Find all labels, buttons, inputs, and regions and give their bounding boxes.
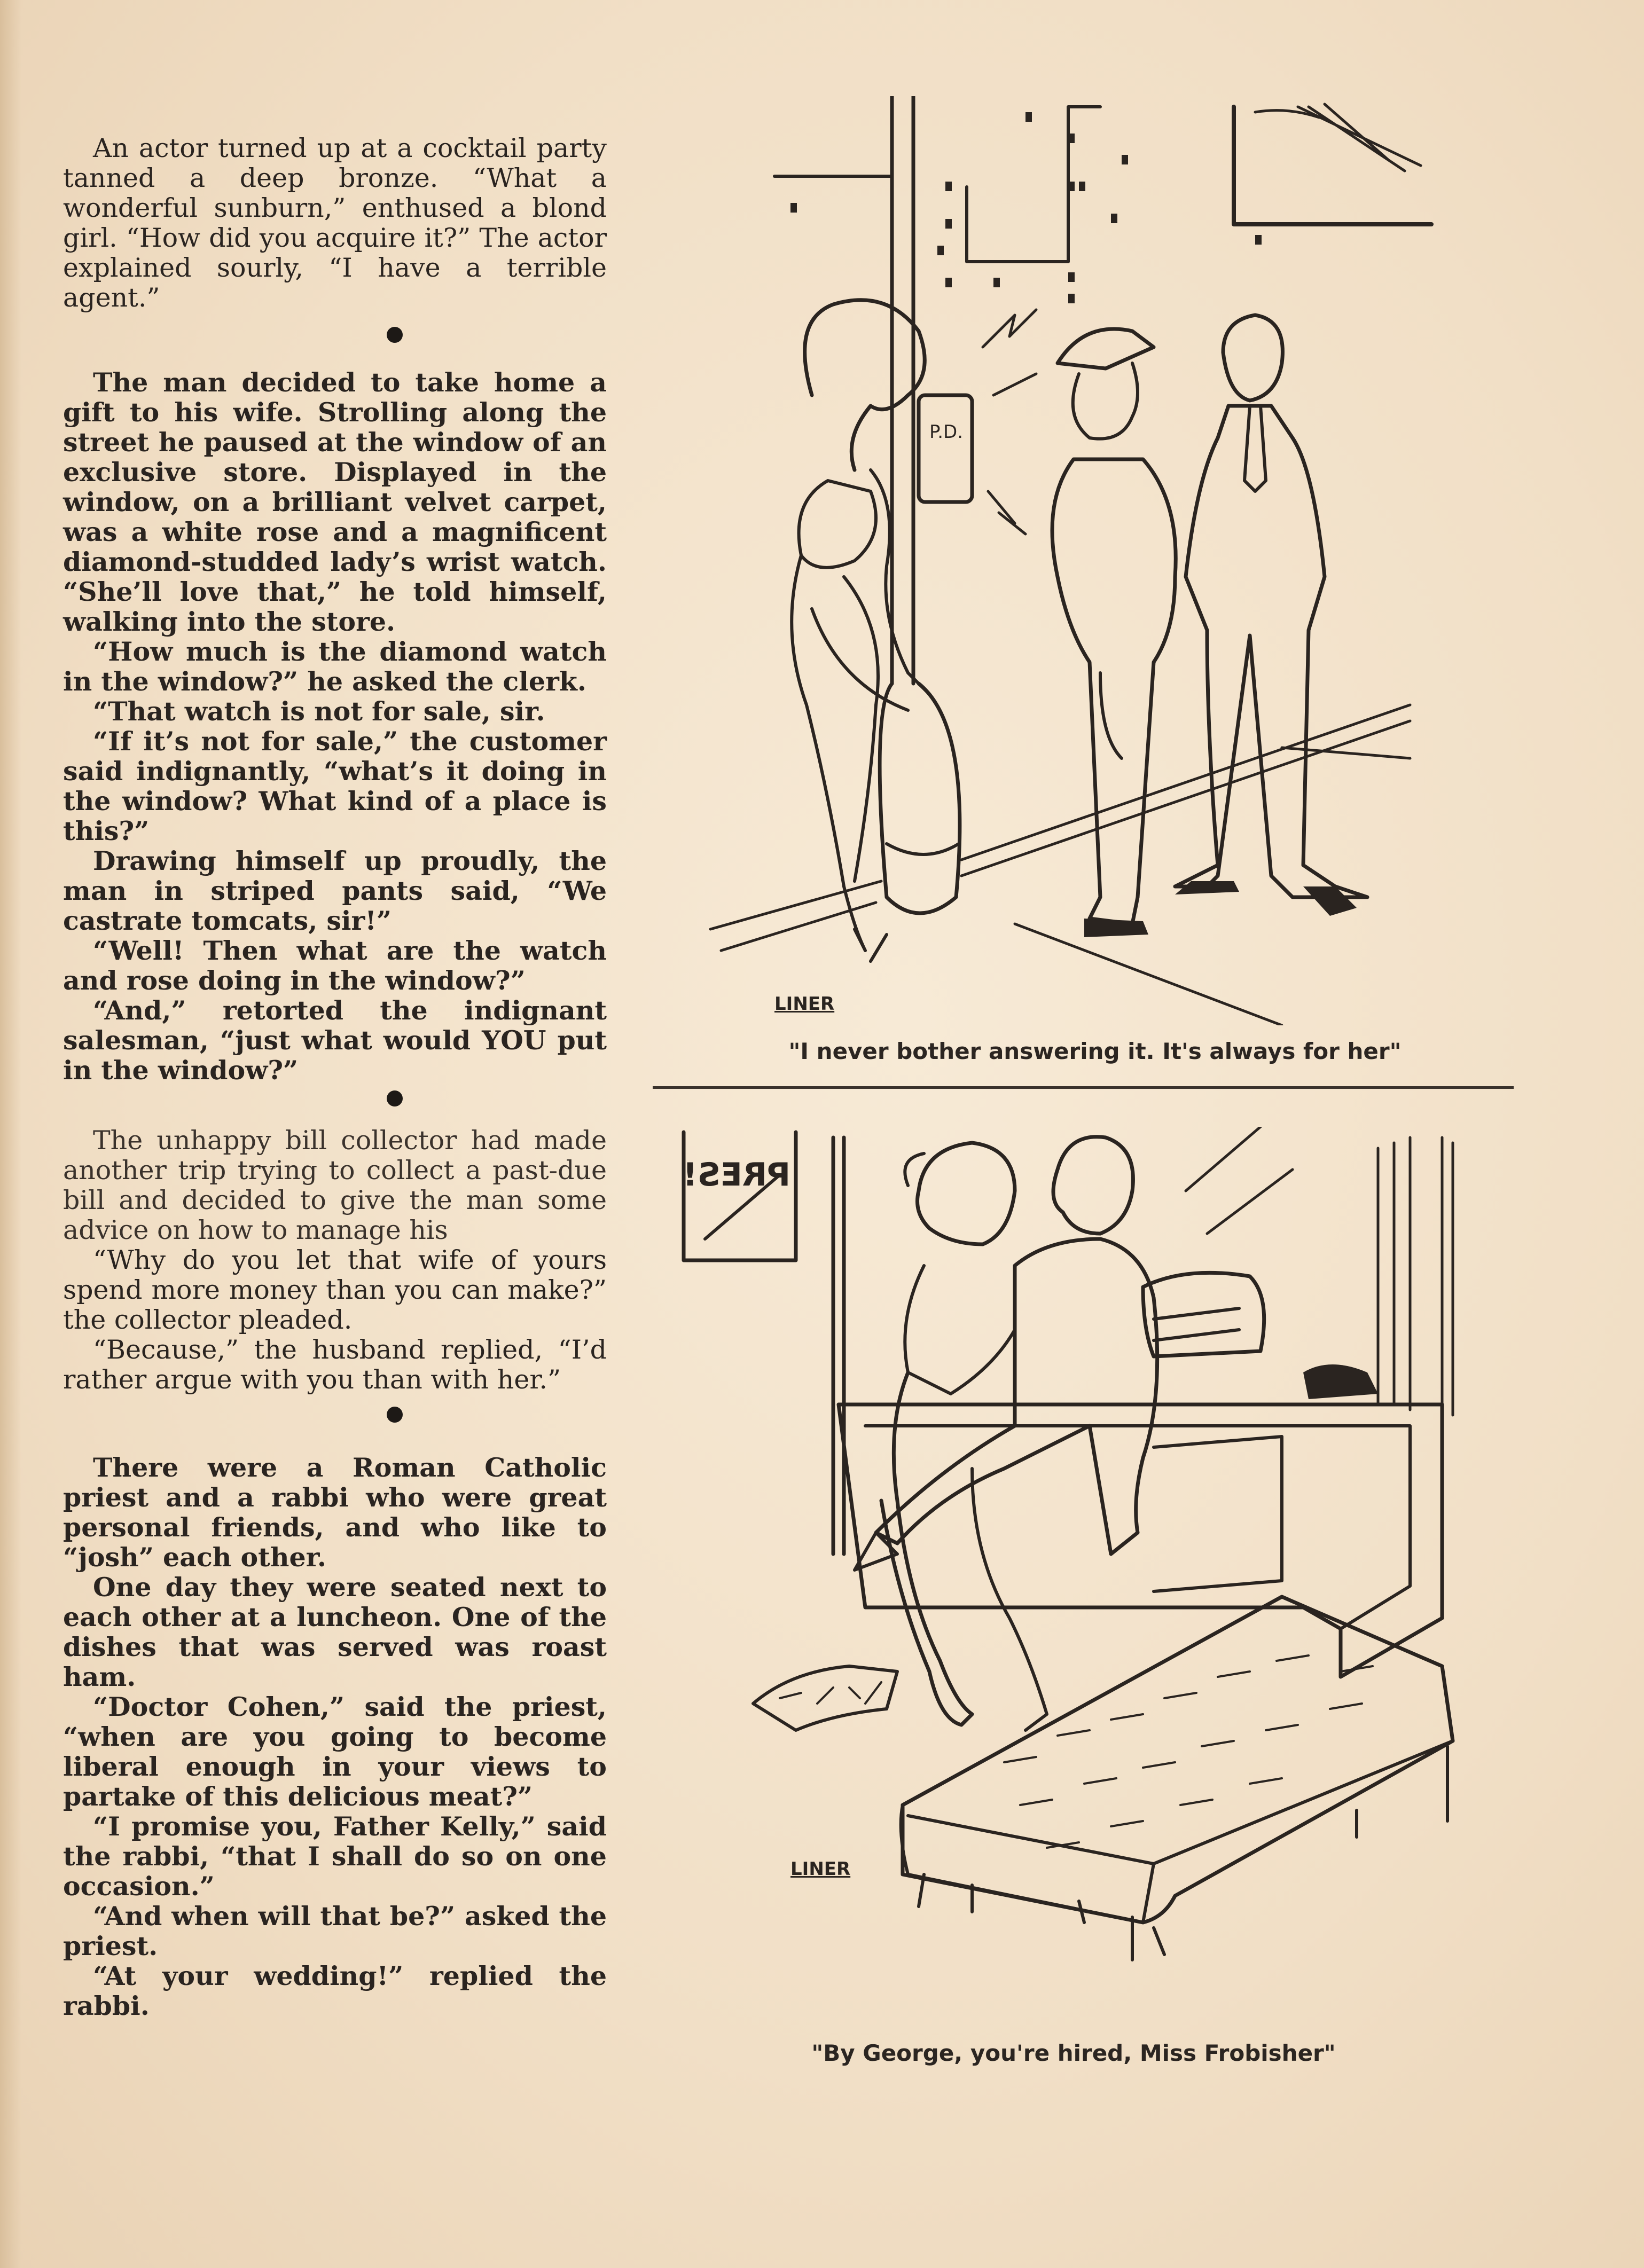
- page-edge-shadow: [0, 0, 21, 2268]
- story-paragraph: “And,” retorted the indignant salesman, “just what would YOU put in the window?”: [63, 995, 607, 1086]
- separator-bullet: [387, 1407, 403, 1423]
- cartoon-caption-top: "I never bother answering it. It's always for her": [788, 1038, 1402, 1064]
- story-paragraph: “Why do you let that wife of yours spend more money than you can make?” the collector pleaded.: [63, 1245, 607, 1335]
- jokes-column: [63, 134, 607, 2021]
- story-priest-rabbi: [63, 1453, 607, 2021]
- story-paragraph: “If it’s not for sale,” the customer said indignantly, “what’s it doing in the window? What kind of a place is this?”: [63, 726, 607, 846]
- separator-bullet: [387, 1090, 403, 1106]
- story-paragraph: “Because,” the husband replied, “I’d rather argue with you than with her.”: [63, 1335, 607, 1395]
- separator-bullet: [387, 327, 403, 343]
- story-paragraph: One day they were seated next to each other at a luncheon. One of the dishes that was served was roast ham.: [63, 1572, 607, 1692]
- story-paragraph: “Doctor Cohen,” said the priest, “when are you going to become liberal enough in your views to partake of this delicious meat?”: [63, 1691, 607, 1812]
- story-paragraph: “Well! Then what are the watch and rose doing in the window?”: [63, 935, 607, 996]
- cartoon-signature-bottom: LINER: [790, 1858, 851, 1880]
- story-paragraph: “How much is the diamond watch in the window?” he asked the clerk.: [63, 636, 607, 697]
- police-box-sign: P.D.: [929, 421, 964, 443]
- cartoon-divider: [653, 1086, 1514, 1089]
- story-paragraph: There were a Roman Catholic priest and a rabbi who were great personal friends, and who like to “josh” each other.: [63, 1452, 607, 1573]
- door-window-lettering: PRES!: [683, 1156, 790, 1194]
- story-paragraph: The man decided to take home a gift to his wife. Strolling along the street he paused at the window of an exclusive store. Displayed in the window, on a brilliant velvet carpet, was a white rose and a magnificent diamond-studded lady’s wrist watch. “She’ll love that,” he told himself, walking into the store.: [63, 367, 607, 637]
- story-paragraph: “At your wedding!” replied the rabbi.: [63, 1960, 607, 2021]
- story-paragraph: An actor turned up at a cocktail party tanned a deep bronze. “What a wonderful sunburn,” enthused a blond girl. “How did you acquire it?” The actor explained sourly, “I have a terrible agent.”: [63, 133, 607, 313]
- cartoon-street-scene: [694, 96, 1496, 1025]
- cartoon-signature-top: LINER: [774, 993, 835, 1015]
- story-bill-collector: [63, 1126, 607, 1395]
- story-actor: [63, 134, 607, 313]
- cartoon-caption-bottom: "By George, you're hired, Miss Frobisher": [811, 2040, 1336, 2066]
- story-paragraph: “I promise you, Father Kelly,” said the rabbi, “that I shall do so on one occasion.”: [63, 1811, 607, 1902]
- cartoon-office-scene: [673, 1127, 1474, 2035]
- story-paragraph: “That watch is not for sale, sir.: [93, 696, 545, 727]
- story-paragraph: “And when will that be?” asked the priest.: [63, 1901, 607, 1961]
- story-watch: [63, 367, 607, 1085]
- story-paragraph: The unhappy bill collector had made another trip trying to collect a past-due bill and decided to give the man some advice on how to manage his: [63, 1125, 607, 1245]
- story-paragraph: Drawing himself up proudly, the man in striped pants said, “We castrate tomcats, sir!”: [63, 845, 607, 936]
